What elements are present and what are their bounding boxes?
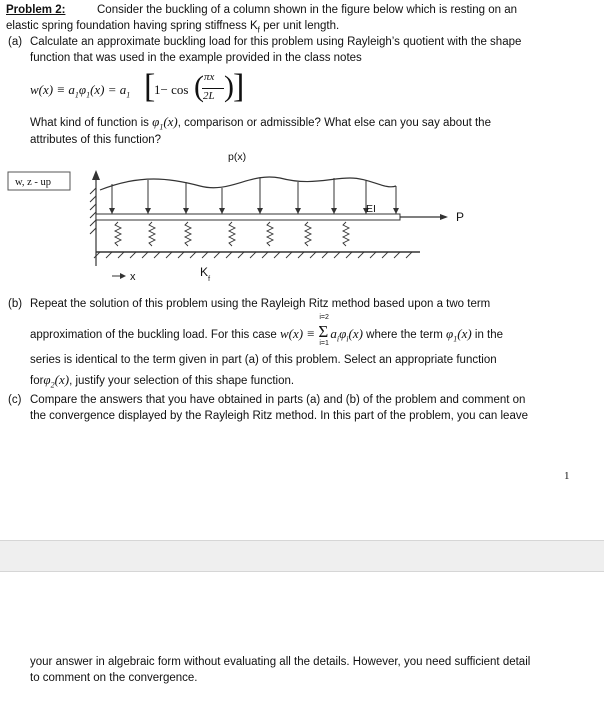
axial-load-arrowhead bbox=[440, 214, 448, 220]
problem-number: Problem 2: bbox=[6, 4, 66, 16]
left-support-hatch bbox=[90, 188, 96, 234]
x-label: x bbox=[130, 271, 136, 283]
continuation-line1: your answer in algebraic form without evaluating all the details. However, you need sufficient detail bbox=[30, 656, 531, 668]
page-number: 1 bbox=[564, 470, 570, 482]
part-b-line2-end: in the bbox=[471, 329, 504, 341]
eq-paren-close: ) bbox=[224, 70, 234, 103]
load-arrowheads bbox=[109, 208, 399, 214]
sum-term: $a_i\varphi_i(x)$ bbox=[330, 326, 363, 344]
question-text-end: , comparison or admissible? What else can you say about the bbox=[177, 117, 491, 129]
part-a-line1: Calculate an approximate buckling load for this problem using Rayleigh’s quotient with the shape bbox=[30, 36, 522, 48]
part-b-line2 bbox=[30, 314, 504, 347]
z-axis-arrowhead bbox=[92, 170, 100, 180]
eq-numerator: πx bbox=[204, 71, 215, 83]
eq-fraction-bar bbox=[202, 88, 224, 89]
eq-lhs: $w(x) \equiv a_1\varphi_1(x) = a_1$ bbox=[30, 82, 131, 100]
axis-label: w, z - up bbox=[15, 177, 52, 188]
part-a-question2: attributes of this function? bbox=[30, 134, 162, 146]
part-b-line4-start: for bbox=[30, 375, 44, 387]
k-subscript: f bbox=[208, 274, 211, 283]
part-a-label: (a) bbox=[8, 36, 23, 48]
intro-text-end: per unit length. bbox=[259, 20, 340, 32]
phi2-symbol: $\varphi_2(x)$ bbox=[43, 372, 70, 390]
question-text: What kind of function is bbox=[30, 117, 149, 129]
eq-one-minus-cos: 1− cos bbox=[154, 82, 189, 97]
problem-intro-line2 bbox=[6, 20, 339, 34]
part-b-line2-mid: where the term bbox=[362, 329, 443, 341]
eq-denominator: 2L bbox=[203, 90, 215, 102]
ei-label: EI bbox=[366, 203, 376, 215]
load-distribution-curve bbox=[100, 177, 396, 190]
load-arrows bbox=[112, 178, 396, 214]
continuation-line2: to comment on the convergence. bbox=[30, 672, 198, 684]
p-label: P bbox=[456, 210, 465, 224]
foundation-springs bbox=[115, 222, 349, 246]
eq-paren-open: ( bbox=[194, 70, 204, 103]
part-b-line4-end: , justify your selection of this shape function. bbox=[69, 375, 295, 387]
x-axis-arrowhead bbox=[120, 273, 126, 279]
part-c-line1: Compare the answers that you have obtained in parts (a) and (b) of the problem and comment on bbox=[30, 394, 526, 406]
load-label: p(x) bbox=[228, 151, 247, 163]
kf-subscript: f bbox=[257, 25, 260, 35]
phi1-term: $\varphi_1(x)$ bbox=[446, 326, 472, 344]
k-label: K bbox=[200, 265, 209, 279]
part-c-line2: the convergence displayed by the Rayleigh Ritz method. In this part of the problem, you can leave bbox=[30, 410, 528, 422]
sum-upper-limit: i=2 bbox=[319, 314, 329, 321]
part-b-line2-start: approximation of the buckling load. For this case bbox=[30, 329, 277, 341]
problem-title bbox=[6, 4, 65, 16]
part-b-line4 bbox=[30, 372, 294, 390]
part-b-line3: series is identical to the term given in part (a) of this problem. Select an appropriate function bbox=[30, 354, 497, 366]
eq-a-sub: 1 bbox=[74, 90, 79, 100]
eq-bracket-close: ] bbox=[233, 68, 245, 105]
part-b-label: (b) bbox=[8, 298, 23, 310]
summation bbox=[318, 314, 330, 347]
phi1-symbol: $\varphi_1(x)$ bbox=[152, 114, 178, 132]
problem-intro-line1: Consider the buckling of a column shown in the figure below which is resting on an bbox=[97, 4, 517, 16]
part-c-label: (c) bbox=[8, 394, 22, 406]
part-a-question1 bbox=[30, 114, 491, 132]
column-figure bbox=[0, 148, 604, 288]
part-b-line1: Repeat the solution of this problem using the Rayleigh Ritz method based upon a two term bbox=[30, 298, 491, 310]
part-a-line2: function that was used in the example provided in the class notes bbox=[30, 52, 362, 64]
eq-a1-sub: 1 bbox=[126, 90, 131, 100]
sum-lower-limit: i=1 bbox=[319, 340, 329, 347]
page-break-band bbox=[0, 540, 604, 572]
eq-phi: φ bbox=[78, 82, 87, 97]
intro-text: elastic spring foundation having spring stiffness K bbox=[6, 20, 258, 32]
eq-phi-sub: 1 bbox=[86, 90, 91, 100]
sigma-symbol: Σ bbox=[318, 322, 329, 341]
wx-symbol: w(x) ≡ bbox=[279, 326, 319, 341]
column-beam bbox=[96, 214, 400, 220]
ground-hatch bbox=[94, 252, 412, 258]
eq-bracket-open: [ bbox=[144, 68, 156, 105]
